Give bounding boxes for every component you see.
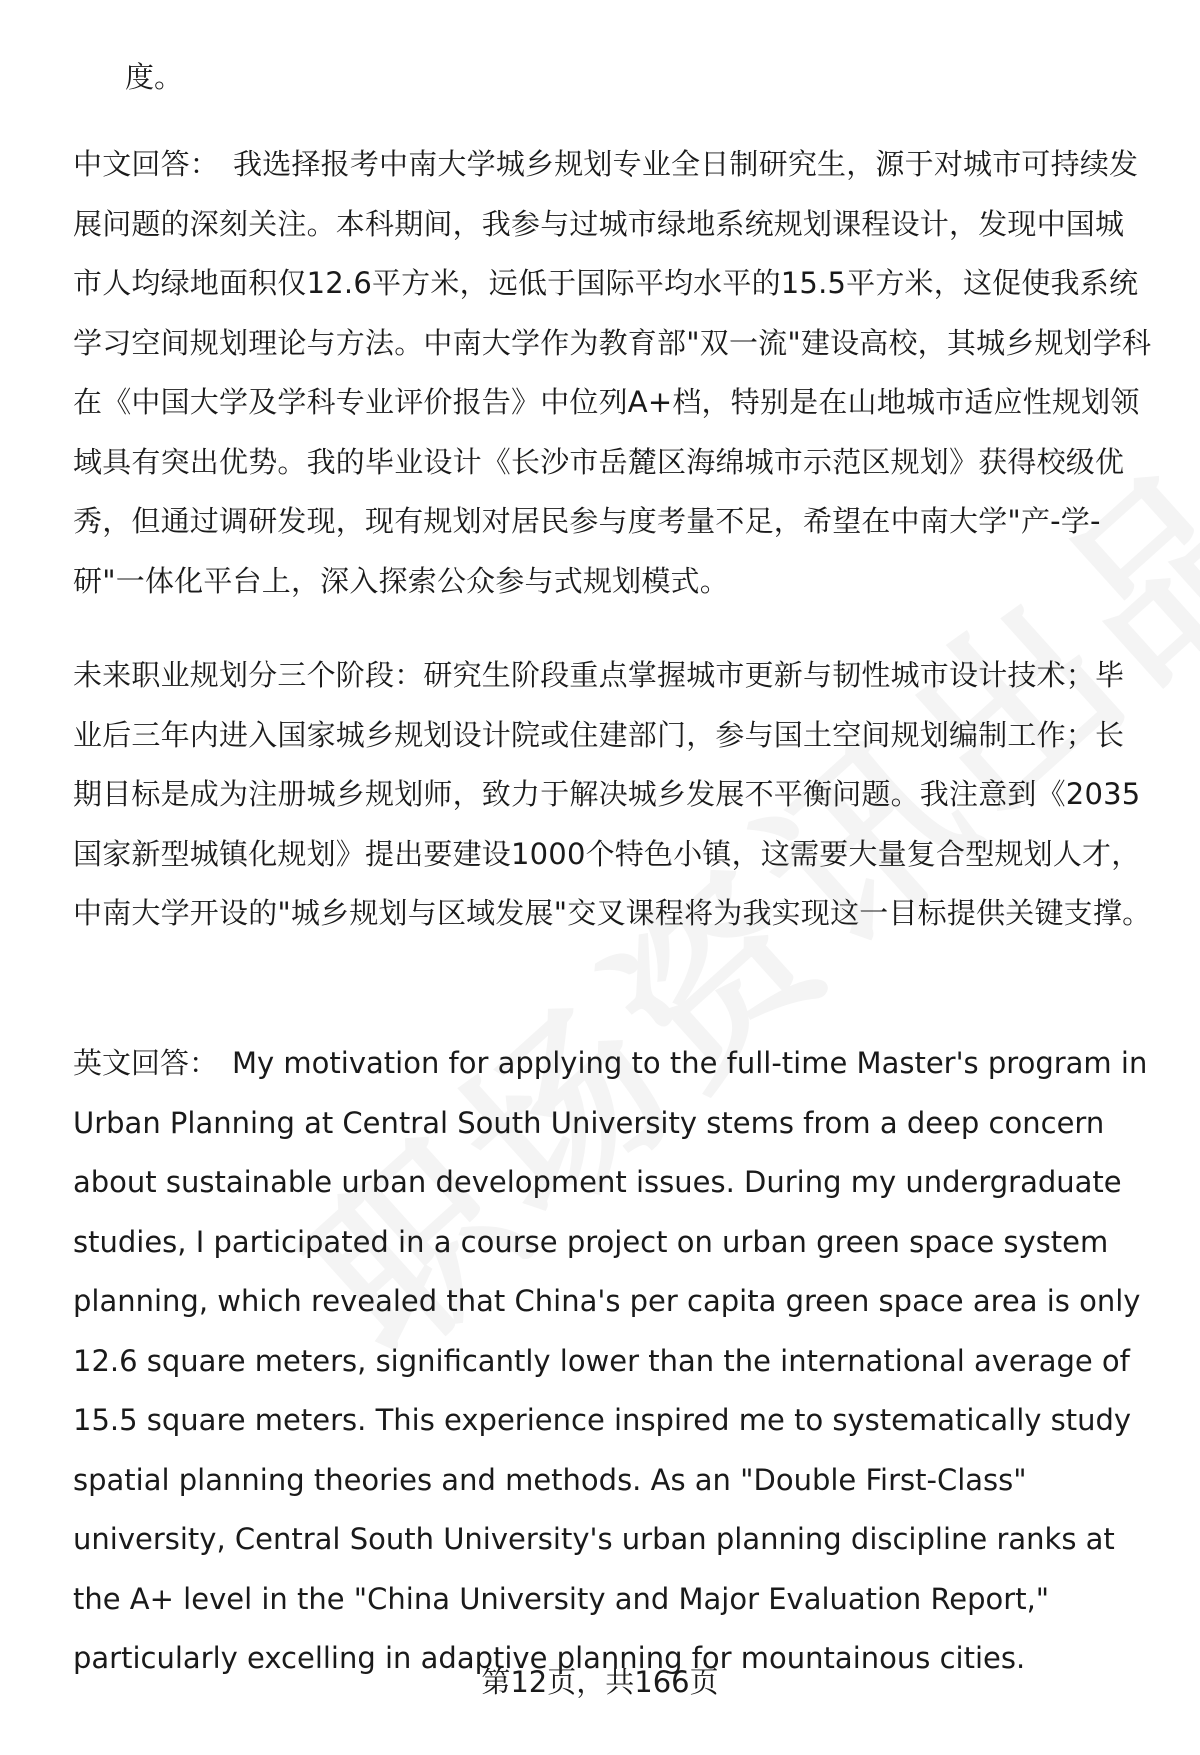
- chinese-answer-label: 中文回答：: [73, 147, 220, 181]
- english-answer-text: My motivation for applying to the full-time Master's program in Urban Planning at Central South University stems from a deep concern about sustainable urban development issues. During my undergraduate studies, I participated in a course project on urban green space system planning, which revealed that China's per capita green space area is only 12.6 square meters, significantly lower than the international average of 15.5 square meters. This experience inspired me to systematically study spatial planning theories and methods. As an "Double First-Class" university, Central South University's urban planning discipline ranks at the A+ level in the "China University and Major Evaluation Report," particularly excelling in adaptive planning for mountainous cities.: [73, 1046, 1148, 1675]
- chinese-answer-text: 我选择报考中南大学城乡规划专业全日制研究生，源于对城市可持续发展问题的深刻关注。本科期间，我参与过城市绿地系统规划课程设计，发现中国城市人均绿地面积仅12.6平方米，远低于国际平均水平的15.5平方米，这促使我系统学习空间规划理论与方法。中南大学作为教育部"双一流"建设高校，其城乡规划学科在《中国大学及学科专业评价报告》中位列A+档，特别是在山地城市适应性规划领域具有突出优势。我的毕业设计《长沙市岳麓区海绵城市示范区规划》获得校级优秀，但通过调研发现，现有规划对居民参与度考量不足，希望在中南大学"产-学-研"一体化平台上，深入探索公众参与式规划模式。: [73, 147, 1152, 598]
- chinese-answer-paragraph: [73, 135, 1153, 611]
- career-plan-paragraph: 未来职业规划分三个阶段：研究生阶段重点掌握城市更新与韧性城市设计技术；毕业后三年内进入国家城乡规划设计院或住建部门，参与国土空间规划编制工作；长期目标是成为注册城乡规划师，致力于解决城乡发展不平衡问题。我注意到《2035国家新型城镇化规划》提出要建设1000个特色小镇，这需要大量复合型规划人才，中南大学开设的"城乡规划与区域发展"交叉课程将为我实现这一目标提供关键支撑。: [73, 658, 1152, 930]
- continuation-text: 度。: [125, 60, 184, 94]
- page-number-footer: 第12页，共166页: [481, 1665, 719, 1699]
- english-answer-paragraph: [73, 1034, 1153, 1689]
- english-answer-label: 英文回答：: [73, 1046, 219, 1080]
